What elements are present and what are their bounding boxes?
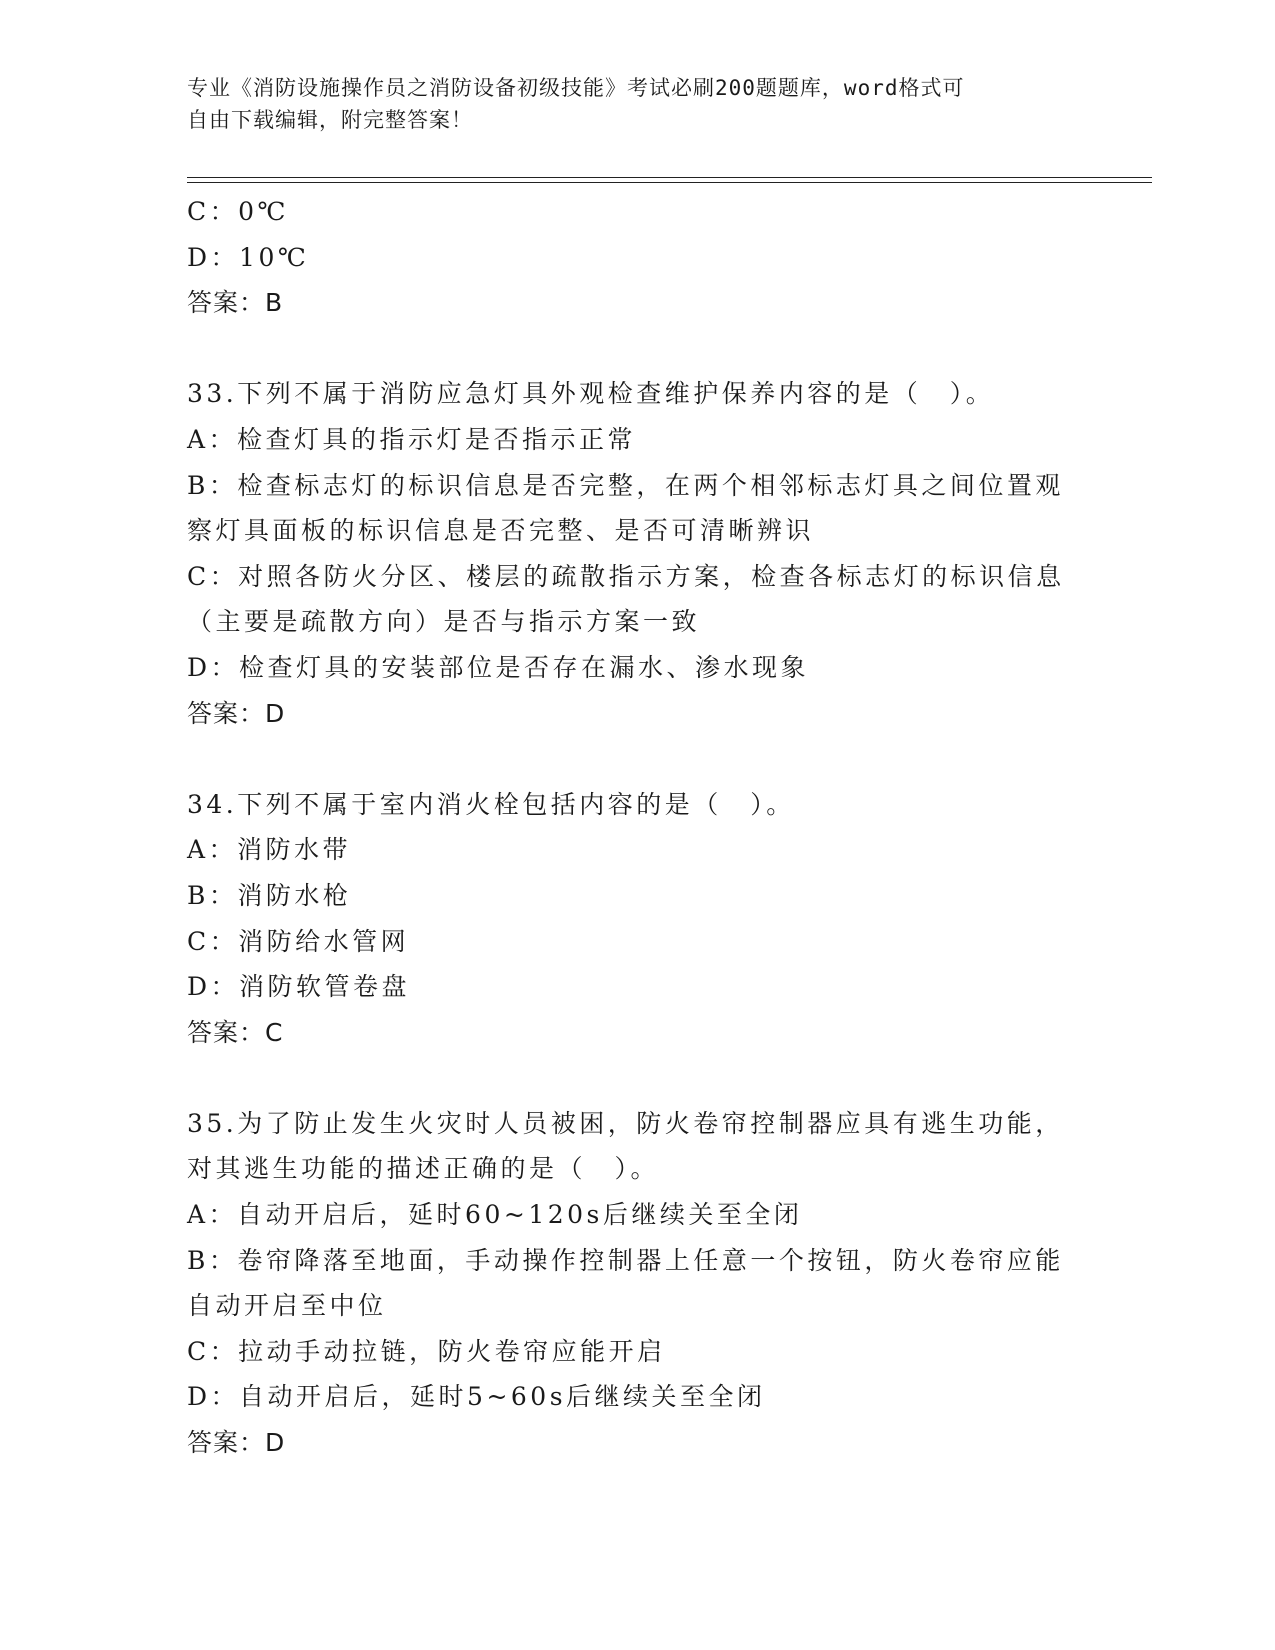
header-line-2: 自由下载编辑，附完整答案！ (187, 108, 473, 132)
question-34-stem: 34.下列不属于室内消火栓包括内容的是（ ）。 (187, 789, 795, 819)
page-header (187, 72, 1067, 136)
question-content (187, 189, 1087, 1466)
question-34-option-a: A：消防水带 (187, 835, 352, 865)
prev-answer: 答案：B (187, 288, 284, 318)
question-35-answer: 答案：D (187, 1428, 286, 1458)
question-35-stem: 35.为了防止发生火灾时人员被困，防火卷帘控制器应具有逃生功能， (187, 1108, 1064, 1138)
question-35-option-b: B：卷帘降落至地面，手动操作控制器上任意一个按钮，防火卷帘应能 (187, 1245, 1064, 1275)
question-34-answer: 答案：C (187, 1017, 284, 1047)
question-35-option-a: A：自动开启后，延时60~120s后继续关至全闭 (187, 1200, 803, 1230)
question-35-option-c: C：拉动手动拉链，防火卷帘应能开启 (187, 1336, 666, 1366)
question-33-option-c-cont: （主要是疏散方向）是否与指示方案一致 (187, 607, 701, 637)
header-rule-top (187, 177, 1152, 178)
question-33-option-c: C：对照各防火分区、楼层的疏散指示方案，检查各标志灯的标识信息 (187, 561, 1065, 591)
prev-option-d: D：10℃ (187, 242, 310, 272)
question-35-option-d: D：自动开启后，延时5~60s后继续关至全闭 (187, 1382, 766, 1412)
question-33-option-b-cont: 察灯具面板的标识信息是否完整、是否可清晰辨识 (187, 516, 815, 546)
question-33-option-d: D：检查灯具的安装部位是否存在漏水、渗水现象 (187, 652, 810, 682)
question-33-answer: 答案：D (187, 698, 286, 728)
header-rule-bottom (187, 182, 1152, 183)
question-33-option-a: A：检查灯具的指示灯是否指示正常 (187, 424, 637, 454)
prev-option-c: C：0℃ (187, 197, 290, 226)
question-33-option-b: B：检查标志灯的标识信息是否完整，在两个相邻标志灯具之间位置观 (187, 470, 1064, 500)
question-35-option-b-cont: 自动开启至中位 (187, 1291, 387, 1321)
question-33-stem: 33.下列不属于消防应急灯具外观检查维护保养内容的是（ ）。 (187, 379, 995, 409)
question-35-stem-cont: 对其逃生功能的描述正确的是（ ）。 (187, 1154, 660, 1184)
question-34-option-d: D：消防软管卷盘 (187, 972, 411, 1002)
question-34-option-c: C：消防给水管网 (187, 926, 410, 956)
header-line-1: 专业《消防设施操作员之消防设备初级技能》考试必刷200题题库，word格式可 (187, 76, 965, 100)
question-34-option-b: B：消防水枪 (187, 880, 352, 910)
